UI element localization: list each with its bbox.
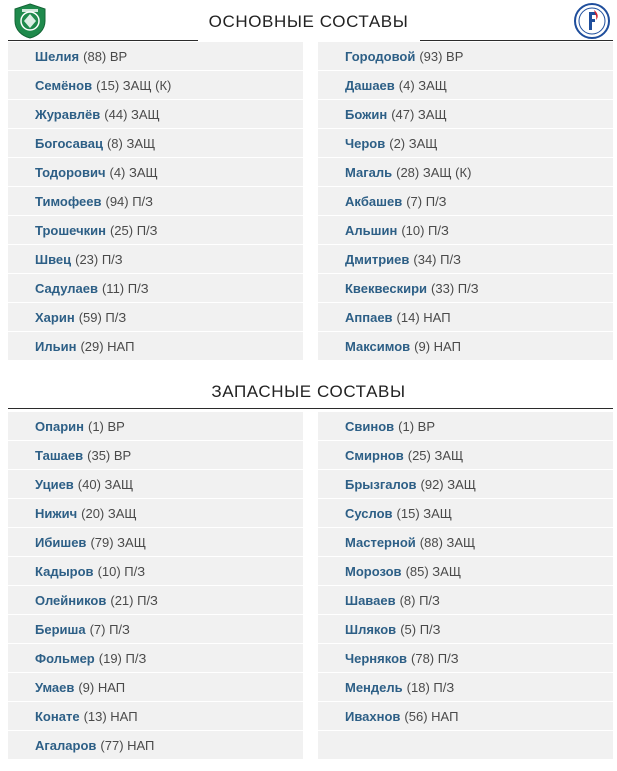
player-info: (8) П/З bbox=[399, 592, 440, 608]
player-name[interactable]: Уциев bbox=[35, 476, 74, 492]
player-info: (23) П/З bbox=[75, 251, 123, 267]
player-info: (25) ЗАЩ bbox=[407, 447, 464, 463]
player-row bbox=[8, 702, 303, 730]
player-row bbox=[318, 528, 613, 556]
player-row bbox=[318, 71, 613, 99]
player-name[interactable]: Дашаев bbox=[345, 77, 395, 93]
player-name[interactable]: Тимофеев bbox=[35, 193, 102, 209]
player-name[interactable]: Семёнов bbox=[35, 77, 93, 93]
player-row bbox=[8, 274, 303, 302]
player-row bbox=[318, 158, 613, 186]
player-name[interactable]: Богосавац bbox=[35, 135, 103, 151]
player-info: (4) ЗАЩ bbox=[398, 77, 447, 93]
player-info: (28) ЗАЩ (К) bbox=[396, 164, 472, 180]
player-row bbox=[318, 412, 613, 440]
player-row bbox=[318, 557, 613, 585]
player-info: (9) НАП bbox=[78, 679, 126, 695]
player-name[interactable]: Шаваев bbox=[345, 592, 396, 608]
player-info: (10) П/З bbox=[401, 222, 449, 238]
player-name[interactable]: Смирнов bbox=[345, 447, 404, 463]
player-name[interactable]: Максимов bbox=[345, 338, 411, 354]
player-name[interactable]: Ивахнов bbox=[345, 708, 401, 724]
player-name[interactable]: Городовой bbox=[345, 48, 416, 64]
player-row bbox=[8, 187, 303, 215]
player-row bbox=[8, 245, 303, 273]
player-row bbox=[8, 42, 303, 70]
player-row bbox=[318, 470, 613, 498]
player-row bbox=[8, 303, 303, 331]
player-name[interactable]: Дмитриев bbox=[345, 251, 410, 267]
player-name[interactable]: Ибишев bbox=[35, 534, 87, 550]
player-row bbox=[8, 557, 303, 585]
header-divider-right bbox=[420, 40, 613, 41]
header-divider-left bbox=[8, 40, 198, 41]
player-row bbox=[8, 100, 303, 128]
player-info: (15) ЗАЩ (К) bbox=[96, 77, 172, 93]
player-name[interactable]: Акбашев bbox=[345, 193, 403, 209]
player-row bbox=[8, 158, 303, 186]
player-info: (35) ВР bbox=[87, 447, 132, 463]
player-row bbox=[8, 129, 303, 157]
player-name[interactable]: Божин bbox=[345, 106, 388, 122]
player-info: (18) П/З bbox=[406, 679, 455, 695]
main-lineup-home bbox=[8, 42, 303, 361]
player-row bbox=[318, 499, 613, 527]
player-name[interactable]: Умаев bbox=[35, 679, 75, 695]
player-name[interactable]: Аппаев bbox=[345, 309, 393, 325]
player-name[interactable]: Мастерной bbox=[345, 534, 416, 550]
player-info: (2) ЗАЩ bbox=[389, 135, 438, 151]
player-info: (25) П/З bbox=[109, 222, 158, 238]
player-row bbox=[318, 42, 613, 70]
player-name[interactable]: Ташаев bbox=[35, 447, 84, 463]
player-row bbox=[318, 673, 613, 701]
player-row bbox=[318, 245, 613, 273]
player-row bbox=[8, 332, 303, 360]
player-row bbox=[318, 586, 613, 614]
player-row bbox=[318, 187, 613, 215]
player-info: (29) НАП bbox=[80, 338, 135, 354]
player-info: (4) ЗАЩ bbox=[109, 164, 158, 180]
player-info: (79) ЗАЩ bbox=[90, 534, 146, 550]
player-info: (47) ЗАЩ bbox=[391, 106, 447, 122]
player-row bbox=[318, 615, 613, 643]
player-info: (7) П/З bbox=[406, 193, 447, 209]
player-name[interactable]: Шляков bbox=[345, 621, 397, 637]
player-info: (59) П/З bbox=[78, 309, 127, 325]
player-name[interactable]: Фольмер bbox=[35, 650, 95, 666]
player-info: (93) ВР bbox=[419, 48, 464, 64]
player-info: (34) П/З bbox=[413, 251, 461, 267]
player-info: (88) ЗАЩ bbox=[419, 534, 476, 550]
player-row bbox=[8, 441, 303, 469]
player-name[interactable]: Тодорович bbox=[35, 164, 106, 180]
player-info: (1) ВР bbox=[87, 418, 125, 434]
subs-lineup-home bbox=[8, 412, 303, 760]
player-name[interactable]: Олейников bbox=[35, 592, 107, 608]
player-name[interactable]: Агаларов bbox=[35, 737, 97, 753]
player-info: (13) НАП bbox=[83, 708, 138, 724]
player-info: (77) НАП bbox=[100, 737, 155, 753]
player-row bbox=[8, 673, 303, 701]
player-info: (20) ЗАЩ bbox=[81, 505, 137, 521]
player-name[interactable]: Альшин bbox=[345, 222, 398, 238]
player-row bbox=[8, 216, 303, 244]
subs-lineup-away bbox=[318, 412, 613, 760]
player-info: (40) ЗАЩ bbox=[77, 476, 134, 492]
player-info: (19) П/З bbox=[98, 650, 147, 666]
main-lineup-away bbox=[318, 42, 613, 361]
player-row bbox=[8, 615, 303, 643]
player-row bbox=[318, 702, 613, 730]
player-info: (85) ЗАЩ bbox=[405, 563, 462, 579]
player-row bbox=[318, 129, 613, 157]
player-row bbox=[8, 528, 303, 556]
player-info: (7) П/З bbox=[89, 621, 130, 637]
player-name[interactable]: Бериша bbox=[35, 621, 86, 637]
subs-divider bbox=[8, 408, 613, 409]
player-row bbox=[318, 332, 613, 360]
player-info: (5) П/З bbox=[400, 621, 441, 637]
player-row bbox=[8, 499, 303, 527]
player-name[interactable]: Опарин bbox=[35, 418, 84, 434]
substitutes-title: ЗАПАСНЫЕ СОСТАВЫ bbox=[211, 382, 406, 401]
player-name[interactable]: Швец bbox=[35, 251, 72, 267]
player-name[interactable]: Брызгалов bbox=[345, 476, 417, 492]
player-name[interactable]: Суслов bbox=[345, 505, 393, 521]
player-info: (94) П/З bbox=[105, 193, 154, 209]
player-row bbox=[318, 216, 613, 244]
player-name[interactable]: Шелия bbox=[35, 48, 80, 64]
player-row bbox=[318, 100, 613, 128]
player-info: (14) НАП bbox=[396, 309, 451, 325]
player-name[interactable]: Ильин bbox=[35, 338, 77, 354]
player-row bbox=[8, 731, 303, 759]
player-info: (88) ВР bbox=[83, 48, 128, 64]
player-name[interactable]: Черов bbox=[345, 135, 386, 151]
player-row bbox=[8, 412, 303, 440]
player-row bbox=[8, 71, 303, 99]
player-info: (1) ВР bbox=[398, 418, 435, 434]
player-info: (56) НАП bbox=[404, 708, 459, 724]
player-info: (44) ЗАЩ bbox=[104, 106, 160, 122]
player-name[interactable]: Трошечкин bbox=[35, 222, 106, 238]
player-row bbox=[318, 303, 613, 331]
player-row bbox=[8, 470, 303, 498]
player-row bbox=[318, 644, 613, 672]
player-name[interactable]: Мендель bbox=[345, 679, 403, 695]
player-name[interactable]: Морозов bbox=[345, 563, 402, 579]
player-name[interactable]: Харин bbox=[35, 309, 75, 325]
player-row bbox=[8, 586, 303, 614]
player-info: (8) ЗАЩ bbox=[106, 135, 156, 151]
player-name[interactable]: Конате bbox=[35, 708, 80, 724]
player-info: (21) П/З bbox=[110, 592, 158, 608]
player-info: (11) П/З bbox=[101, 280, 149, 296]
empty-row bbox=[318, 731, 613, 759]
player-name[interactable]: Кадыров bbox=[35, 563, 94, 579]
player-name[interactable]: Магаль bbox=[345, 164, 393, 180]
player-name[interactable]: Черняков bbox=[345, 650, 408, 666]
player-info: (92) ЗАЩ bbox=[420, 476, 476, 492]
player-row bbox=[318, 441, 613, 469]
player-name[interactable]: Свинов bbox=[345, 418, 395, 434]
player-info: (15) ЗАЩ bbox=[396, 505, 452, 521]
player-info: (33) П/З bbox=[431, 280, 479, 296]
player-info: (9) НАП bbox=[414, 338, 461, 354]
player-name[interactable]: Садулаев bbox=[35, 280, 98, 296]
player-name[interactable]: Нижич bbox=[35, 505, 78, 521]
main-lineups-title: ОСНОВНЫЕ СОСТАВЫ bbox=[208, 12, 409, 31]
player-row bbox=[8, 644, 303, 672]
player-info: (78) П/З bbox=[411, 650, 459, 666]
player-name[interactable]: Журавлёв bbox=[35, 106, 101, 122]
player-row bbox=[318, 274, 613, 302]
player-name[interactable]: Квеквескири bbox=[345, 280, 428, 296]
player-info: (10) П/З bbox=[97, 563, 146, 579]
